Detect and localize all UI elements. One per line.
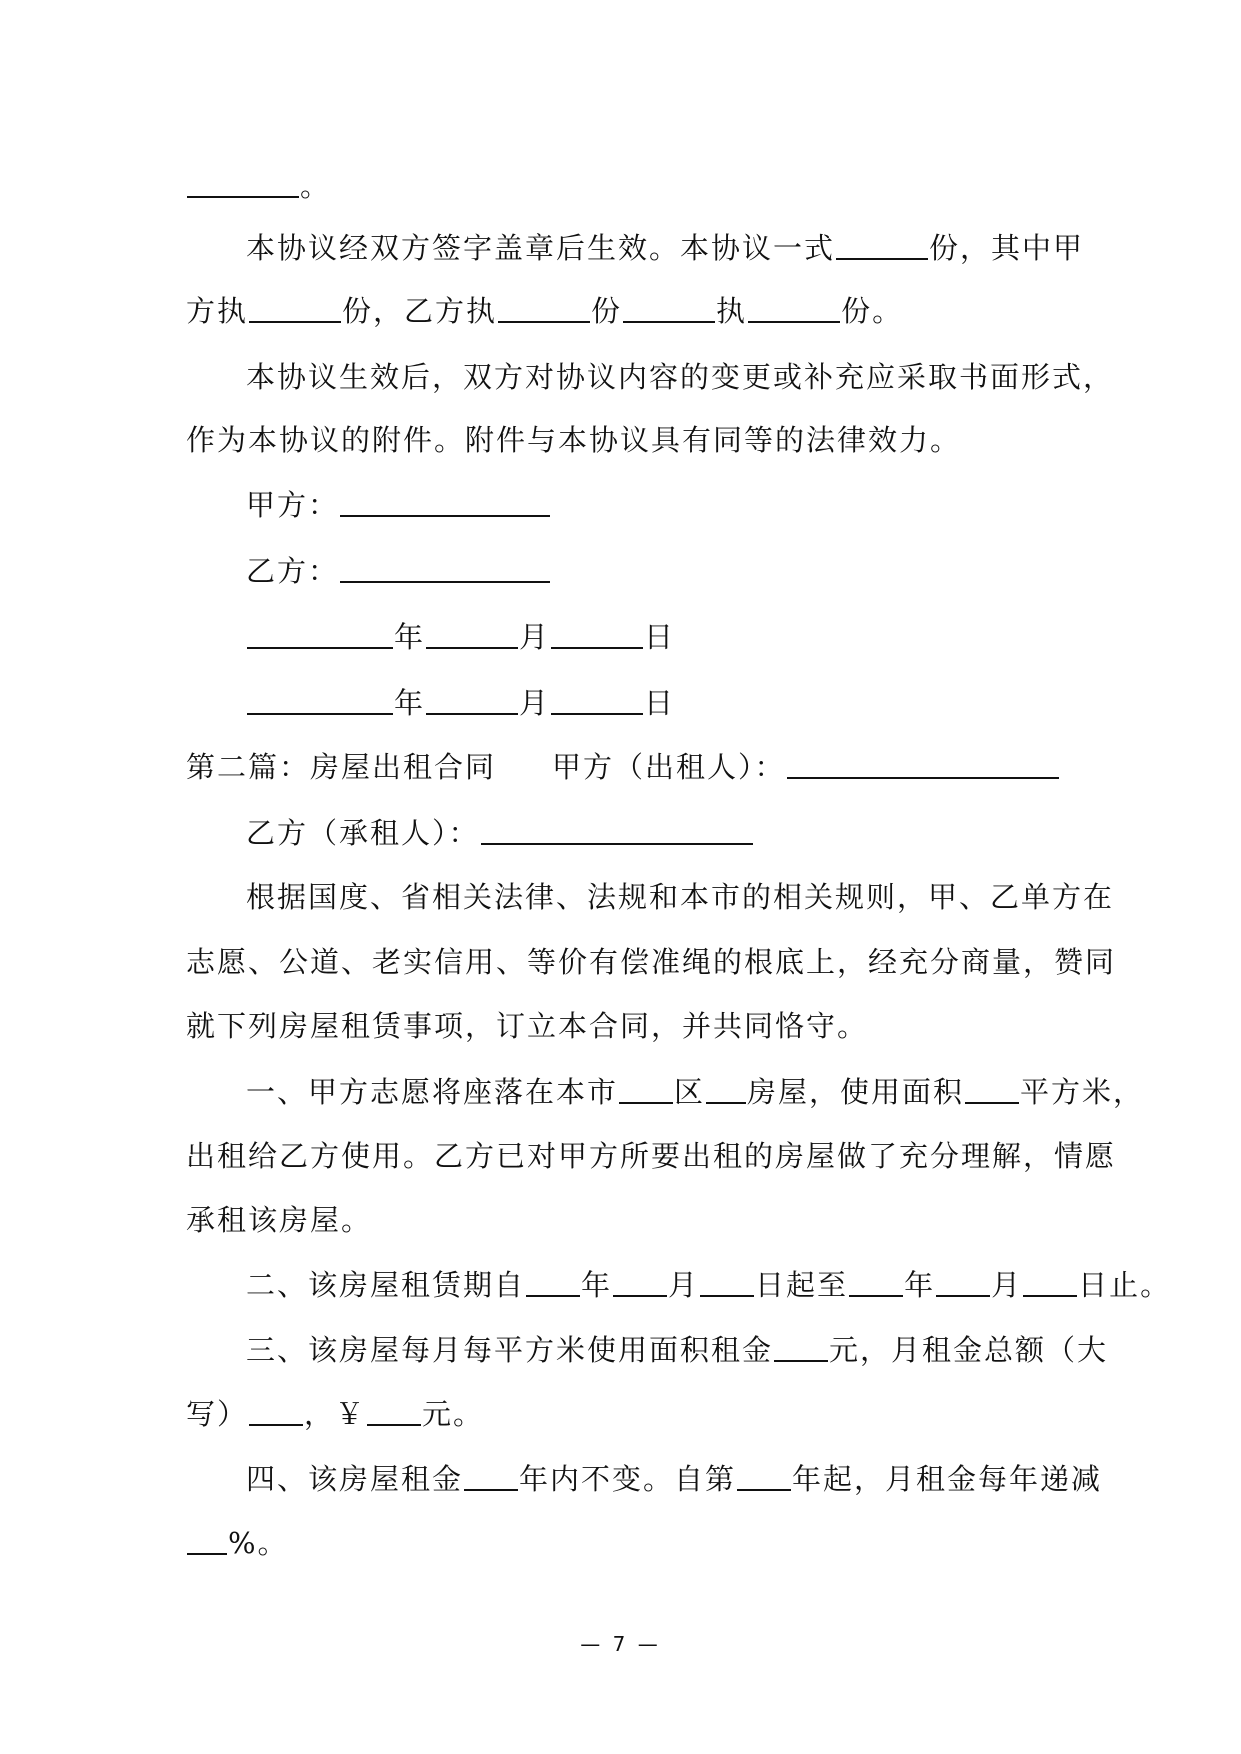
fixed-years-blank[interactable] <box>464 1463 518 1491</box>
rent-in-figures-blank[interactable] <box>367 1398 421 1426</box>
clause-2-line: 二、该房屋租赁期自 年 月 日起至 年 月 日止。 <box>246 1268 1172 1302</box>
from-year-blank[interactable] <box>737 1463 791 1491</box>
rent-in-words-blank[interactable] <box>249 1398 303 1426</box>
date-year-blank[interactable] <box>247 621 393 649</box>
copies-holder-blank[interactable] <box>623 295 715 323</box>
blank-field[interactable] <box>187 170 299 198</box>
clause-4-line-2: %。 <box>186 1523 289 1563</box>
amend-line-2: 作为本协议的附件。附件与本协议具有同等的法律效力。 <box>186 423 962 457</box>
copies-other-blank[interactable] <box>748 295 840 323</box>
amend-line-1: 本协议生效后，双方对协议内容的变更或补充应采取书面形式， <box>246 360 1115 394</box>
area-blank[interactable] <box>965 1076 1019 1104</box>
clause-3-line-2: 写） ，￥ 元。 <box>186 1397 485 1431</box>
party-a-blank[interactable] <box>340 489 550 517</box>
house-blank[interactable] <box>706 1076 746 1104</box>
decrease-rate-blank[interactable] <box>187 1527 227 1555</box>
para-end-line <box>186 166 331 206</box>
para-end-mark: 。 <box>300 169 332 203</box>
lease-start-year-blank[interactable] <box>526 1269 580 1297</box>
lease-start-month-blank[interactable] <box>613 1269 667 1297</box>
date-day-blank[interactable] <box>551 687 643 715</box>
copies-party-a-blank[interactable] <box>249 295 341 323</box>
clause-1-line-2: 出租给乙方使用。乙方已对甲方所要出租的房屋做了充分理解，情愿 <box>186 1139 1117 1173</box>
lease-end-month-blank[interactable] <box>936 1269 990 1297</box>
effect-line-2: 方执 份，乙方执 份 执 份。 <box>186 294 904 328</box>
clause-3-line-1: 三、该房屋每月每平方米使用面积租金 元，月租金总额（大 <box>246 1333 1109 1367</box>
date-month-blank[interactable] <box>426 621 518 649</box>
contract2-heading-line: 第二篇：房屋出租合同 甲方（出租人）： <box>186 747 1060 787</box>
intro-line-3: 就下列房屋租赁事项，订立本合同，并共同恪守。 <box>186 1009 869 1043</box>
district-blank[interactable] <box>619 1076 673 1104</box>
party-b-blank[interactable] <box>340 555 550 583</box>
lessee-line: 乙方（承租人）： <box>246 813 754 853</box>
party-a-signature-line: 甲方： <box>246 485 551 525</box>
page-number: — 7 — <box>580 1632 661 1656</box>
date-year-blank[interactable] <box>247 687 393 715</box>
lessor-blank[interactable] <box>787 751 1059 779</box>
effect-line-1: 本协议经双方签字盖章后生效。本协议一式 份，其中甲 <box>246 231 1085 265</box>
rent-per-sqm-blank[interactable] <box>774 1334 828 1362</box>
intro-line-1: 根据国度、省相关法律、法规和本市的相关规则，甲、乙单方在 <box>246 880 1115 914</box>
lease-end-day-blank[interactable] <box>1023 1269 1077 1297</box>
contract2-heading: 第二篇：房屋出租合同 <box>186 750 497 784</box>
date-line-1: 年 月 日 <box>246 617 675 657</box>
copies-total-blank[interactable] <box>836 232 928 260</box>
lease-end-year-blank[interactable] <box>849 1269 903 1297</box>
party-b-signature-line: 乙方： <box>246 551 551 591</box>
date-day-blank[interactable] <box>551 621 643 649</box>
lease-start-day-blank[interactable] <box>700 1269 754 1297</box>
clause-1-line-3: 承租该房屋。 <box>186 1203 373 1237</box>
lessee-blank[interactable] <box>481 817 753 845</box>
clause-1-line-1: 一、甲方志愿将座落在本市 区 房屋，使用面积 平方米， <box>246 1075 1145 1109</box>
intro-line-2: 志愿、公道、老实信用、等价有偿准绳的根底上，经充分商量，赞同 <box>186 945 1117 979</box>
date-line-2: 年 月 日 <box>246 683 675 723</box>
clause-4-line-1: 四、该房屋租金 年内不变。自第 年起，月租金每年递减 <box>246 1462 1103 1496</box>
copies-party-b-blank[interactable] <box>498 295 590 323</box>
date-month-blank[interactable] <box>426 687 518 715</box>
